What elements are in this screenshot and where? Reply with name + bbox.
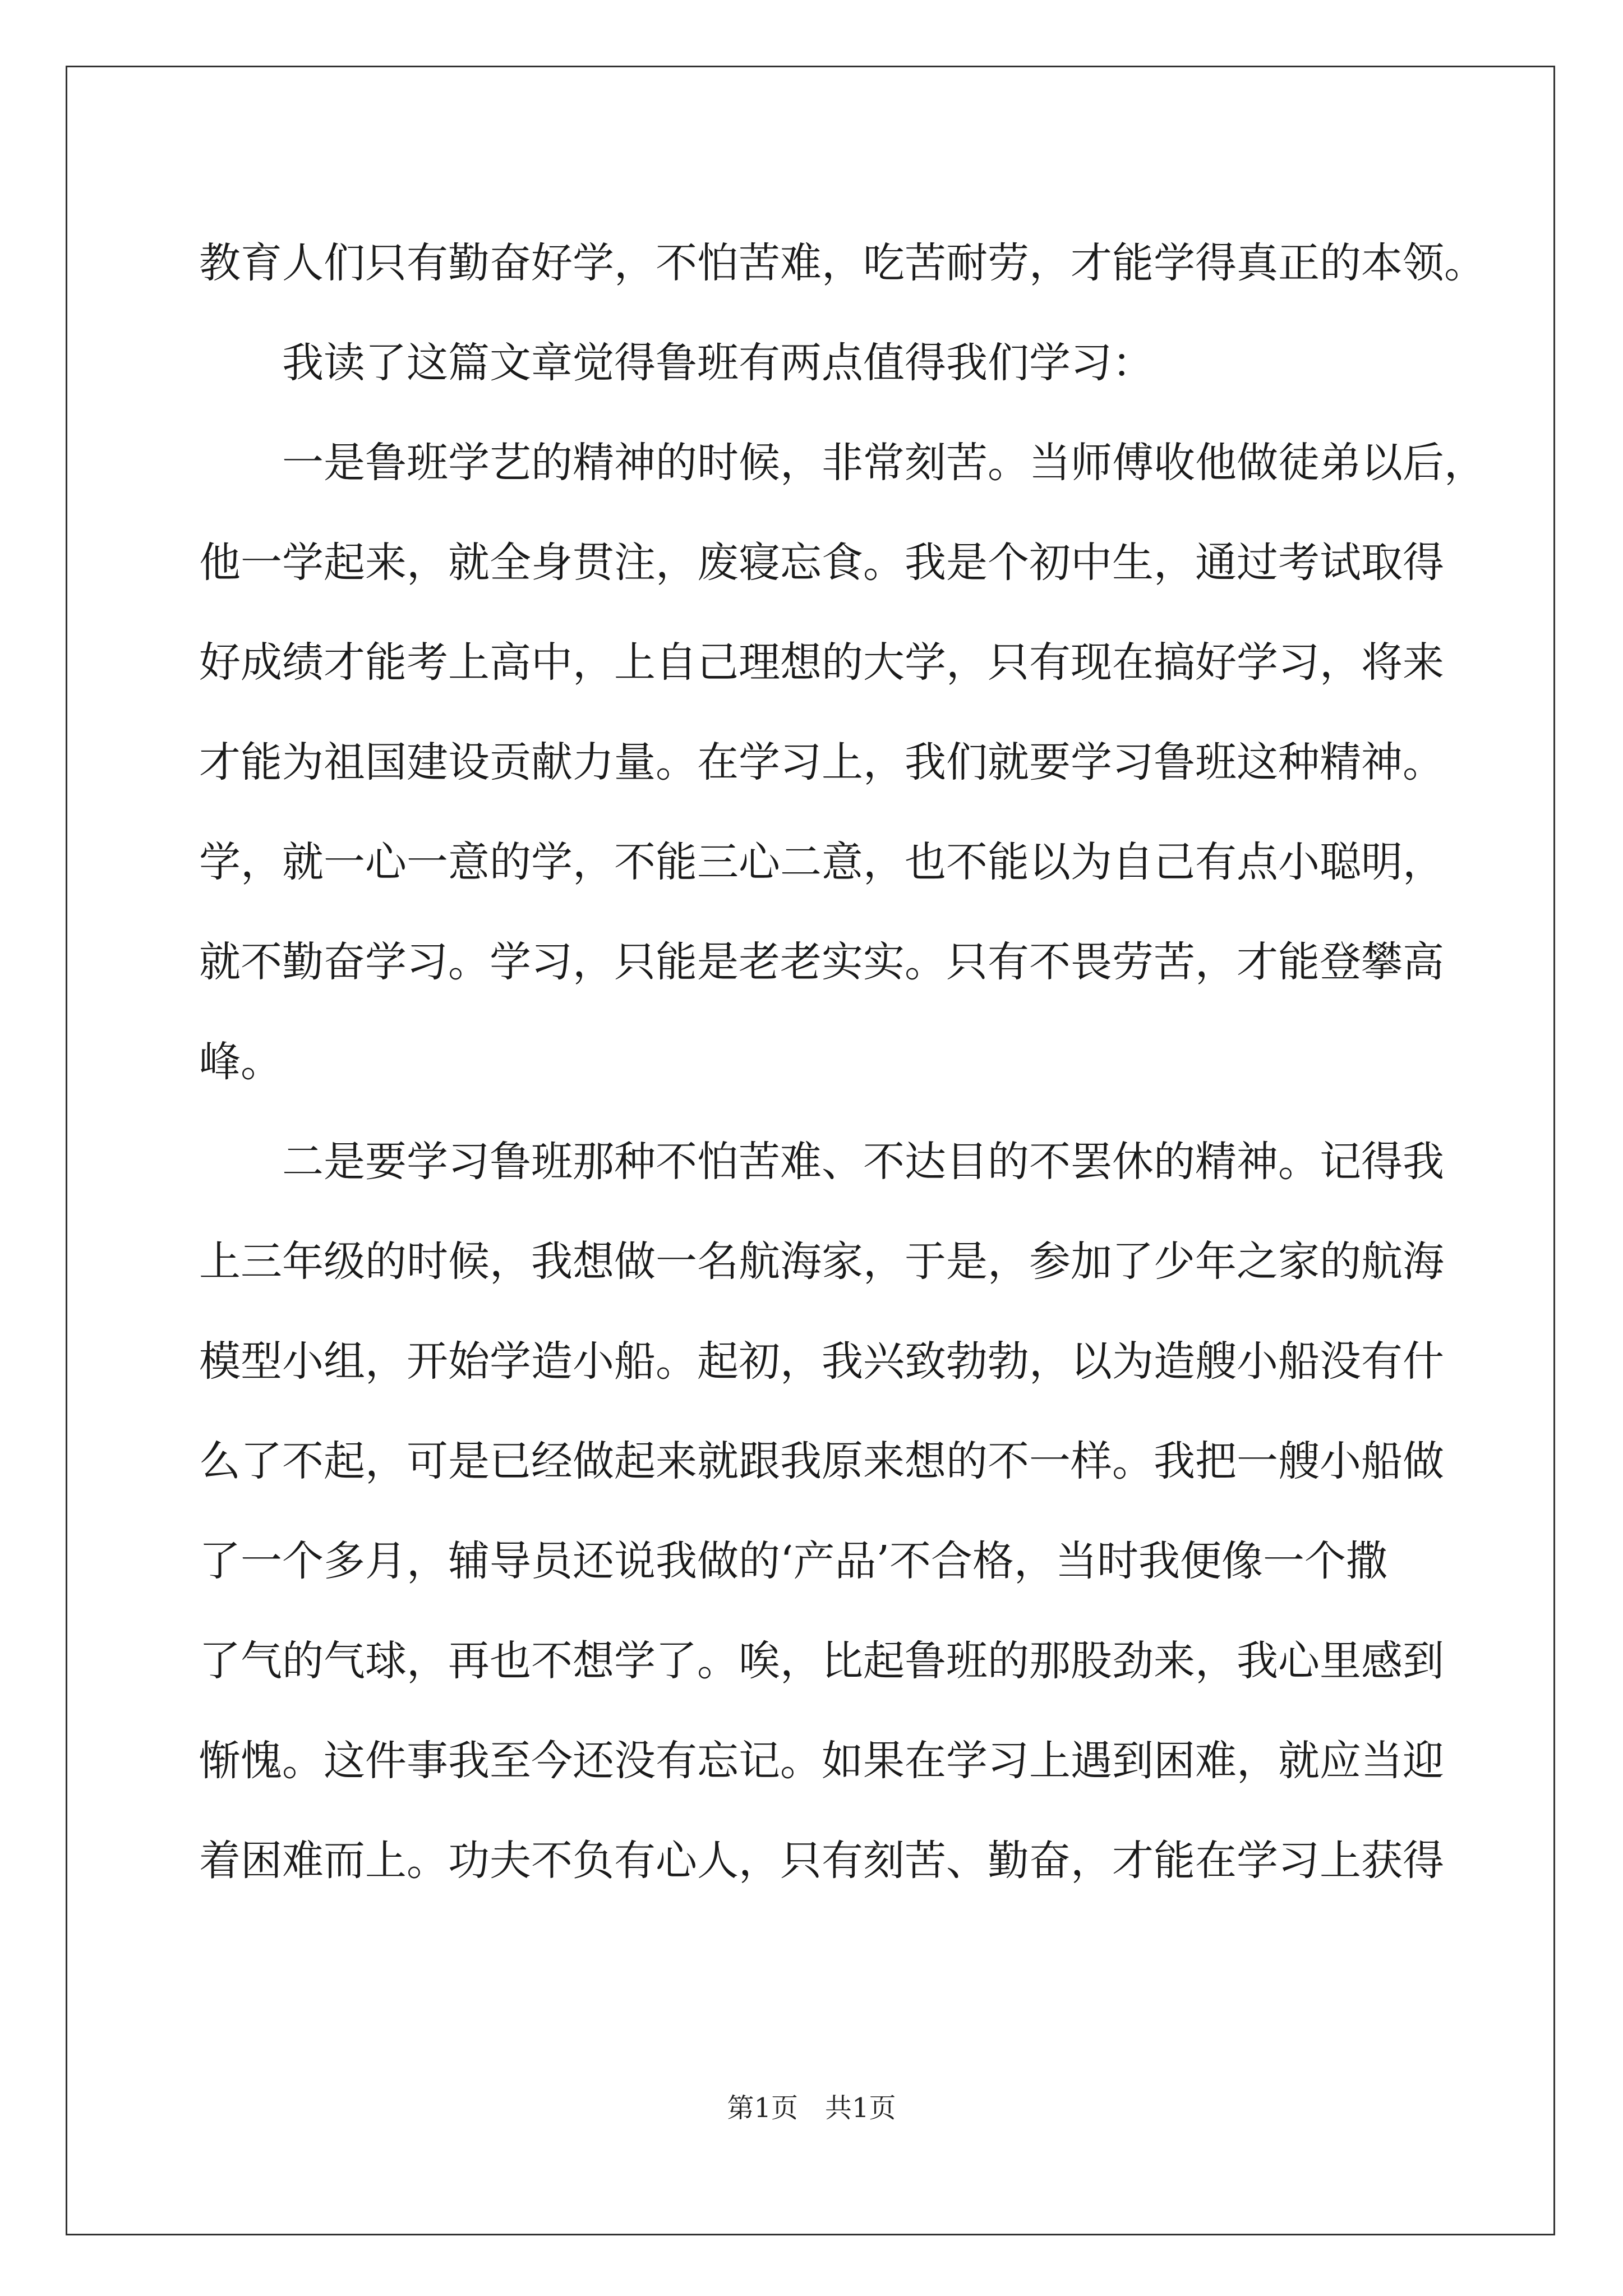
text-line: 峰。 bbox=[199, 1038, 282, 1086]
page-total: 共1页 bbox=[825, 2092, 896, 2124]
text-line: 好成绩才能考上高中，上自己理想的大学，只有现在搞好学习，将来 bbox=[199, 638, 1444, 687]
text-line: 他一学起来，就全身贯注，废寝忘食。我是个初中生，通过考试取得 bbox=[199, 539, 1444, 587]
page-footer bbox=[0, 2091, 1623, 2125]
text-line: 了一个多月，辅导员还说我做的‘产品’不合格，当时我便像一个撒 bbox=[199, 1537, 1388, 1585]
text-line: 模型小组，开始学造小船。起初，我兴致勃勃，以为造艘小船没有什 bbox=[199, 1337, 1444, 1386]
text-line: 就不勤奋学习。学习，只能是老老实实。只有不畏劳苦，才能登攀高 bbox=[199, 938, 1444, 986]
text-line: 教育人们只有勤奋好学，不怕苦难，吃苦耐劳，才能学得真正的本领。 bbox=[199, 239, 1486, 287]
text-line: 着困难而上。功夫不负有心人，只有刻苦、勤奋，才能在学习上获得 bbox=[199, 1837, 1444, 1885]
document-body bbox=[199, 213, 1486, 1911]
text-line: 才能为祖国建设贡献力量。在学习上，我们就要学习鲁班这种精神。 bbox=[199, 738, 1444, 786]
page-number: 第1页 bbox=[727, 2092, 798, 2124]
text-line: 一是鲁班学艺的精神的时候，非常刻苦。当师傅收他做徒弟以后， bbox=[282, 439, 1486, 487]
text-line: 学，就一心一意的学，不能三心二意，也不能以为自己有点小聪明， bbox=[199, 838, 1444, 886]
text-line: 么了不起，可是已经做起来就跟我原来想的不一样。我把一艘小船做 bbox=[199, 1437, 1444, 1485]
text-line: 了气的气球，再也不想学了。唉，比起鲁班的那股劲来，我心里感到 bbox=[199, 1637, 1444, 1685]
text-line: 我读了这篇文章觉得鲁班有两点值得我们学习： bbox=[282, 339, 1154, 387]
text-line: 二是要学习鲁班那种不怕苦难、不达目的不罢休的精神。记得我 bbox=[282, 1138, 1444, 1186]
text-line: 上三年级的时候，我想做一名航海家，于是，参加了少年之家的航海 bbox=[199, 1237, 1444, 1286]
text-line: 惭愧。这件事我至今还没有忘记。如果在学习上遇到困难，就应当迎 bbox=[199, 1737, 1444, 1785]
